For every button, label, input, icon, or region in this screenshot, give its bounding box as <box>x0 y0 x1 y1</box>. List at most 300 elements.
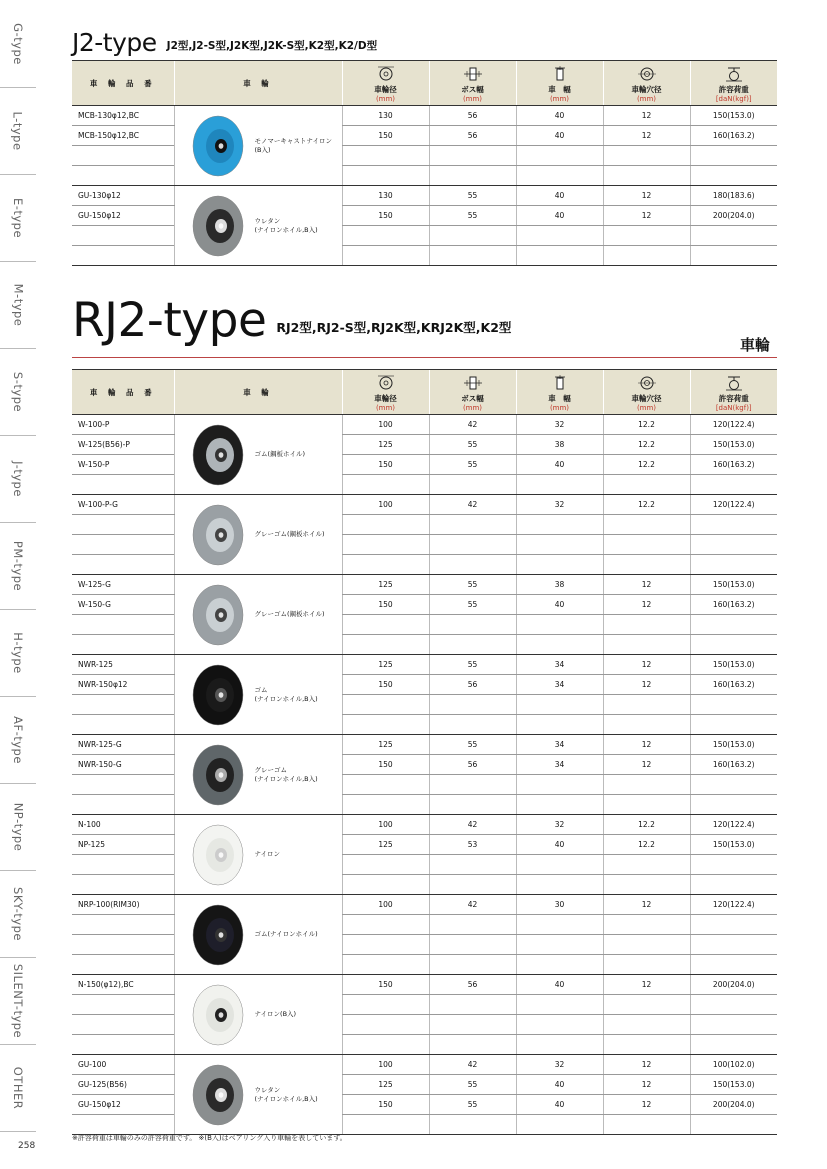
cell-load <box>690 795 777 815</box>
product-code <box>72 1015 174 1035</box>
hole-icon <box>636 66 658 82</box>
cell-hole: 12 <box>603 206 690 226</box>
product-code <box>72 915 174 935</box>
load-icon <box>723 375 745 391</box>
cell-hole: 12.2 <box>603 495 690 515</box>
wheel-material: グレーゴム(鋼板ホイル) <box>254 530 325 538</box>
sidebar-tab-label: NP-type <box>11 802 25 851</box>
cell-hole: 12 <box>603 1075 690 1095</box>
header-load <box>690 61 777 106</box>
product-code <box>72 775 174 795</box>
sidebar-tab-l-type[interactable] <box>0 87 36 175</box>
cell-hole <box>603 246 690 266</box>
product-code <box>72 615 174 635</box>
product-code <box>72 226 174 246</box>
cell-load: 150(153.0) <box>690 435 777 455</box>
sidebar-tab-m-type[interactable] <box>0 261 36 349</box>
cell-boss: 42 <box>429 815 516 835</box>
product-code: GU-150φ12 <box>72 1095 174 1115</box>
sidebar <box>0 0 36 1130</box>
cell-boss <box>429 246 516 266</box>
product-code: NWR-125 <box>72 655 174 675</box>
cell-hole <box>603 1115 690 1135</box>
product-code: MCB-130φ12,BC <box>72 106 174 126</box>
wheel-cell <box>174 815 342 895</box>
sidebar-tab-label: G-type <box>11 22 26 65</box>
wheel-cell <box>174 655 342 735</box>
product-code: GU-100 <box>72 1055 174 1075</box>
sidebar-tab-e-type[interactable] <box>0 174 36 262</box>
cell-dia: 150 <box>342 455 429 475</box>
product-code <box>72 535 174 555</box>
diameter-icon <box>375 375 397 391</box>
cell-boss <box>429 855 516 875</box>
cell-load: 200(204.0) <box>690 975 777 995</box>
cell-width: 40 <box>516 1075 603 1095</box>
cell-dia: 130 <box>342 106 429 126</box>
cell-dia <box>342 555 429 575</box>
cell-boss <box>429 955 516 975</box>
product-code: GU-150φ12 <box>72 206 174 226</box>
header-unit: (mm) <box>375 404 396 412</box>
sidebar-tab-label: OTHER <box>11 1066 26 1109</box>
wheel-material: ナイロン <box>254 850 281 858</box>
cell-width: 38 <box>516 575 603 595</box>
wheel-cell <box>174 735 342 815</box>
cell-hole: 12 <box>603 675 690 695</box>
cell-load <box>690 1015 777 1035</box>
cell-dia <box>342 1035 429 1055</box>
cell-dia <box>342 955 429 975</box>
cell-width: 34 <box>516 675 603 695</box>
cell-load <box>690 475 777 495</box>
sidebar-tab-silent-type[interactable] <box>0 957 36 1045</box>
cell-hole: 12.2 <box>603 415 690 435</box>
cell-width: 34 <box>516 735 603 755</box>
section-tag: 車輪 <box>739 336 770 354</box>
table-row <box>72 655 777 675</box>
sidebar-tab-label: AF-type <box>11 715 26 764</box>
product-code <box>72 146 174 166</box>
cell-width: 40 <box>516 455 603 475</box>
product-code <box>72 555 174 575</box>
header-boss <box>429 370 516 415</box>
hole-icon <box>636 375 658 391</box>
wheel-material: ゴム(鋼板ホイル) <box>254 450 306 458</box>
cell-hole <box>603 555 690 575</box>
cell-dia: 125 <box>342 1075 429 1095</box>
cell-hole <box>603 475 690 495</box>
table-row <box>72 415 777 435</box>
cell-width: 34 <box>516 655 603 675</box>
header-label: 車 幅 <box>548 394 571 403</box>
cell-boss: 55 <box>429 206 516 226</box>
cell-boss: 56 <box>429 975 516 995</box>
cell-load <box>690 246 777 266</box>
cell-boss: 55 <box>429 1095 516 1115</box>
sidebar-tab-s-type[interactable] <box>0 348 36 436</box>
cell-load <box>690 226 777 246</box>
cell-hole <box>603 955 690 975</box>
table-row <box>72 895 777 915</box>
cell-load: 160(163.2) <box>690 675 777 695</box>
cell-load <box>690 855 777 875</box>
cell-boss: 55 <box>429 186 516 206</box>
cell-dia: 125 <box>342 575 429 595</box>
cell-boss: 55 <box>429 575 516 595</box>
header-diameter <box>342 370 429 415</box>
sidebar-tab-label: PM-type <box>11 540 26 591</box>
cell-hole <box>603 915 690 935</box>
cell-hole: 12.2 <box>603 435 690 455</box>
cell-width <box>516 635 603 655</box>
cell-width: 40 <box>516 975 603 995</box>
cell-hole <box>603 775 690 795</box>
header-code <box>72 61 174 106</box>
header-unit: [daN(kgf)] <box>715 404 752 412</box>
cell-width <box>516 475 603 495</box>
section-title-main: RJ2-type <box>72 293 267 348</box>
cell-dia <box>342 226 429 246</box>
header-unit: (mm) <box>462 95 483 103</box>
cell-boss <box>429 695 516 715</box>
cell-dia: 150 <box>342 755 429 775</box>
width-icon <box>549 66 571 82</box>
product-code: W-100-P <box>72 415 174 435</box>
gray-rubber-steel-wheel-icon <box>189 503 245 567</box>
gray-urethane-wheel-icon <box>189 1063 245 1127</box>
cell-width: 40 <box>516 106 603 126</box>
load-icon <box>723 66 745 82</box>
cell-dia: 100 <box>342 895 429 915</box>
cell-load: 120(122.4) <box>690 495 777 515</box>
table-row <box>72 735 777 755</box>
cell-width: 32 <box>516 415 603 435</box>
header-unit: (mm) <box>549 95 570 103</box>
cell-boss <box>429 515 516 535</box>
sidebar-tab-label: SILENT-type <box>11 963 25 1038</box>
sidebar-tab-other[interactable] <box>0 1044 36 1132</box>
header-load <box>690 370 777 415</box>
white-nylon-wheel-icon <box>189 823 245 887</box>
table-row <box>72 1055 777 1075</box>
cell-dia <box>342 146 429 166</box>
header-unit: (mm) <box>636 404 657 412</box>
cell-width: 32 <box>516 1055 603 1075</box>
cell-hole <box>603 1015 690 1035</box>
cell-hole: 12 <box>603 1095 690 1115</box>
cell-width <box>516 935 603 955</box>
cell-width: 40 <box>516 595 603 615</box>
header-boss <box>429 61 516 106</box>
product-code: NP-125 <box>72 835 174 855</box>
header-wheel <box>174 61 342 106</box>
wheel-cell <box>174 106 342 186</box>
header-label: 車 輪 <box>243 387 273 397</box>
header-label: ボス幅 <box>461 85 484 94</box>
cell-dia: 150 <box>342 126 429 146</box>
cell-boss: 42 <box>429 1055 516 1075</box>
product-code: W-125-G <box>72 575 174 595</box>
cell-width <box>516 775 603 795</box>
white-nylon-bearing-wheel-icon <box>189 983 245 1047</box>
product-code <box>72 875 174 895</box>
cell-hole: 12 <box>603 655 690 675</box>
header-label: 車輪径 <box>374 394 397 403</box>
cell-dia <box>342 715 429 735</box>
header-width <box>516 370 603 415</box>
cell-width <box>516 995 603 1015</box>
section-title-rj2 <box>72 293 512 348</box>
cell-load <box>690 635 777 655</box>
wheel-material: モノマーキャストナイロン (B入) <box>254 136 332 154</box>
cell-load: 150(153.0) <box>690 106 777 126</box>
product-code: W-100-P-G <box>72 495 174 515</box>
sidebar-tab-np-type[interactable] <box>0 783 36 871</box>
cell-load <box>690 935 777 955</box>
product-code <box>72 795 174 815</box>
cell-dia: 130 <box>342 186 429 206</box>
section-title-sub: RJ2型,RJ2-S型,RJ2K型,KRJ2K型,K2型 <box>276 320 512 335</box>
spec-table-j2 <box>72 60 777 266</box>
wheel-material: グレーゴム (ナイロンホイル,B入) <box>254 765 318 783</box>
sidebar-tab-pm-type[interactable] <box>0 522 36 610</box>
wheel-material: ゴム (ナイロンホイル,B入) <box>254 685 318 703</box>
cell-load <box>690 995 777 1015</box>
cell-load: 150(153.0) <box>690 1075 777 1095</box>
cell-load: 120(122.4) <box>690 415 777 435</box>
cell-width: 30 <box>516 895 603 915</box>
cell-dia <box>342 635 429 655</box>
cell-load: 150(153.0) <box>690 835 777 855</box>
header-label: 車 幅 <box>548 85 571 94</box>
product-code <box>72 955 174 975</box>
cell-dia <box>342 246 429 266</box>
header-width <box>516 61 603 106</box>
cell-hole: 12.2 <box>603 455 690 475</box>
cell-load <box>690 535 777 555</box>
diameter-icon <box>375 66 397 82</box>
cell-dia <box>342 935 429 955</box>
table-row <box>72 186 777 206</box>
boss-icon <box>462 66 484 82</box>
cell-load <box>690 775 777 795</box>
header-hole <box>603 370 690 415</box>
cell-load: 150(153.0) <box>690 575 777 595</box>
sidebar-tab-label: S-type <box>11 371 26 412</box>
cell-load <box>690 515 777 535</box>
cell-boss: 55 <box>429 455 516 475</box>
spec-table-rj2 <box>72 369 777 1135</box>
cell-boss: 55 <box>429 435 516 455</box>
header-label: 許容荷重 <box>718 85 749 94</box>
cell-dia <box>342 515 429 535</box>
cell-boss: 55 <box>429 595 516 615</box>
sidebar-tab-h-type[interactable] <box>0 609 36 697</box>
sidebar-tab-j-type[interactable] <box>0 435 36 523</box>
cell-hole: 12.2 <box>603 815 690 835</box>
cell-boss: 53 <box>429 835 516 855</box>
sidebar-tab-label: L-type <box>11 110 26 151</box>
cell-hole <box>603 615 690 635</box>
product-code <box>72 935 174 955</box>
cell-dia <box>342 775 429 795</box>
cell-width <box>516 695 603 715</box>
product-code <box>72 855 174 875</box>
cell-hole: 12 <box>603 575 690 595</box>
header-label: 車輪穴径 <box>631 85 662 94</box>
cell-load: 100(102.0) <box>690 1055 777 1075</box>
cell-boss <box>429 875 516 895</box>
product-code: NWR-150φ12 <box>72 675 174 695</box>
cell-hole <box>603 166 690 186</box>
product-code: NRP-100(RIM30) <box>72 895 174 915</box>
cell-dia: 100 <box>342 415 429 435</box>
boss-icon <box>462 375 484 391</box>
cell-boss <box>429 535 516 555</box>
cell-hole: 12 <box>603 895 690 915</box>
cell-load: 150(153.0) <box>690 655 777 675</box>
cell-dia: 150 <box>342 206 429 226</box>
cell-hole <box>603 146 690 166</box>
cell-width <box>516 515 603 535</box>
header-unit: (mm) <box>375 95 396 103</box>
cell-boss: 42 <box>429 495 516 515</box>
cell-boss: 55 <box>429 655 516 675</box>
product-code <box>72 1115 174 1135</box>
cell-load <box>690 555 777 575</box>
product-code: NWR-125-G <box>72 735 174 755</box>
gray-rubber-steel-wheel-icon <box>189 583 245 647</box>
cell-boss <box>429 555 516 575</box>
cell-load <box>690 615 777 635</box>
sidebar-tab-af-type[interactable] <box>0 696 36 784</box>
cell-width <box>516 246 603 266</box>
table-row <box>72 975 777 995</box>
header-unit: [daN(kgf)] <box>715 95 752 103</box>
wheel-material: ゴム(ナイロンホイル) <box>254 930 318 938</box>
product-code <box>72 995 174 1015</box>
black-rubber-nylon-wheel-icon <box>189 903 245 967</box>
wheel-cell <box>174 415 342 495</box>
section-title-main: J2-type <box>72 28 157 57</box>
cell-hole: 12 <box>603 1055 690 1075</box>
cell-hole <box>603 935 690 955</box>
cell-dia: 125 <box>342 735 429 755</box>
cell-width <box>516 795 603 815</box>
header-label: 許容荷重 <box>718 394 749 403</box>
cell-width <box>516 855 603 875</box>
black-rubber-wheel-icon <box>189 663 245 727</box>
cell-hole: 12 <box>603 975 690 995</box>
cell-width: 40 <box>516 1095 603 1115</box>
cell-load <box>690 915 777 935</box>
cell-boss <box>429 775 516 795</box>
sidebar-tab-sky-type[interactable] <box>0 870 36 958</box>
cell-hole <box>603 995 690 1015</box>
cell-boss <box>429 995 516 1015</box>
cell-width <box>516 915 603 935</box>
cell-load: 180(183.6) <box>690 186 777 206</box>
cell-dia <box>342 915 429 935</box>
product-code: W-150-G <box>72 595 174 615</box>
header-unit: (mm) <box>549 404 570 412</box>
wheel-cell <box>174 895 342 975</box>
cell-hole <box>603 226 690 246</box>
header-label: 車輪径 <box>374 85 397 94</box>
rubber-steel-wheel-icon <box>189 423 245 487</box>
header-label: 車 輪 品 番 <box>89 387 156 397</box>
table-row <box>72 106 777 126</box>
cell-width <box>516 146 603 166</box>
product-code <box>72 166 174 186</box>
cell-load: 200(204.0) <box>690 1095 777 1115</box>
cell-width: 38 <box>516 435 603 455</box>
cell-boss: 42 <box>429 895 516 915</box>
cell-load: 120(122.4) <box>690 895 777 915</box>
header-code <box>72 370 174 415</box>
cell-load: 160(163.2) <box>690 455 777 475</box>
cell-load <box>690 1035 777 1055</box>
product-code: GU-125(B56) <box>72 1075 174 1095</box>
sidebar-tab-g-type[interactable] <box>0 0 36 88</box>
wheel-cell <box>174 186 342 266</box>
product-code <box>72 635 174 655</box>
section-title-sub: J2型,J2-S型,J2K型,J2K-S型,K2型,K2/D型 <box>166 40 378 52</box>
cell-hole: 12 <box>603 755 690 775</box>
footnote: ※許容荷重は車輪のみの許容荷重です。 ※(B入)はベアリング入り車輪を表しています。 <box>72 1134 347 1142</box>
product-code <box>72 475 174 495</box>
cell-hole: 12 <box>603 186 690 206</box>
header-unit: (mm) <box>462 404 483 412</box>
cell-dia: 150 <box>342 595 429 615</box>
cell-load <box>690 875 777 895</box>
cell-hole <box>603 1035 690 1055</box>
wheel-material: ウレタン (ナイロンホイル,B入) <box>254 1085 318 1103</box>
product-code <box>72 695 174 715</box>
header-diameter <box>342 61 429 106</box>
product-code <box>72 1035 174 1055</box>
sidebar-tab-label: M-type <box>11 283 26 326</box>
product-code: MCB-150φ12,BC <box>72 126 174 146</box>
cell-width <box>516 715 603 735</box>
sidebar-tab-label: J-type <box>10 460 25 497</box>
cell-boss <box>429 226 516 246</box>
wheel-cell <box>174 975 342 1055</box>
cell-width <box>516 1115 603 1135</box>
product-code <box>72 246 174 266</box>
cell-dia: 125 <box>342 655 429 675</box>
cell-boss <box>429 1035 516 1055</box>
cell-boss <box>429 166 516 186</box>
cell-boss <box>429 1115 516 1135</box>
cell-dia: 100 <box>342 1055 429 1075</box>
cell-dia: 150 <box>342 675 429 695</box>
cell-load <box>690 146 777 166</box>
sidebar-tab-label: H-type <box>11 631 25 674</box>
cell-load <box>690 955 777 975</box>
cell-boss <box>429 1015 516 1035</box>
cell-load: 120(122.4) <box>690 815 777 835</box>
cell-dia: 125 <box>342 435 429 455</box>
cell-width: 40 <box>516 186 603 206</box>
cell-boss: 42 <box>429 415 516 435</box>
cell-boss: 56 <box>429 106 516 126</box>
cell-boss <box>429 915 516 935</box>
blue-nylon-wheel-icon <box>189 114 245 178</box>
cell-dia <box>342 855 429 875</box>
cell-boss <box>429 795 516 815</box>
